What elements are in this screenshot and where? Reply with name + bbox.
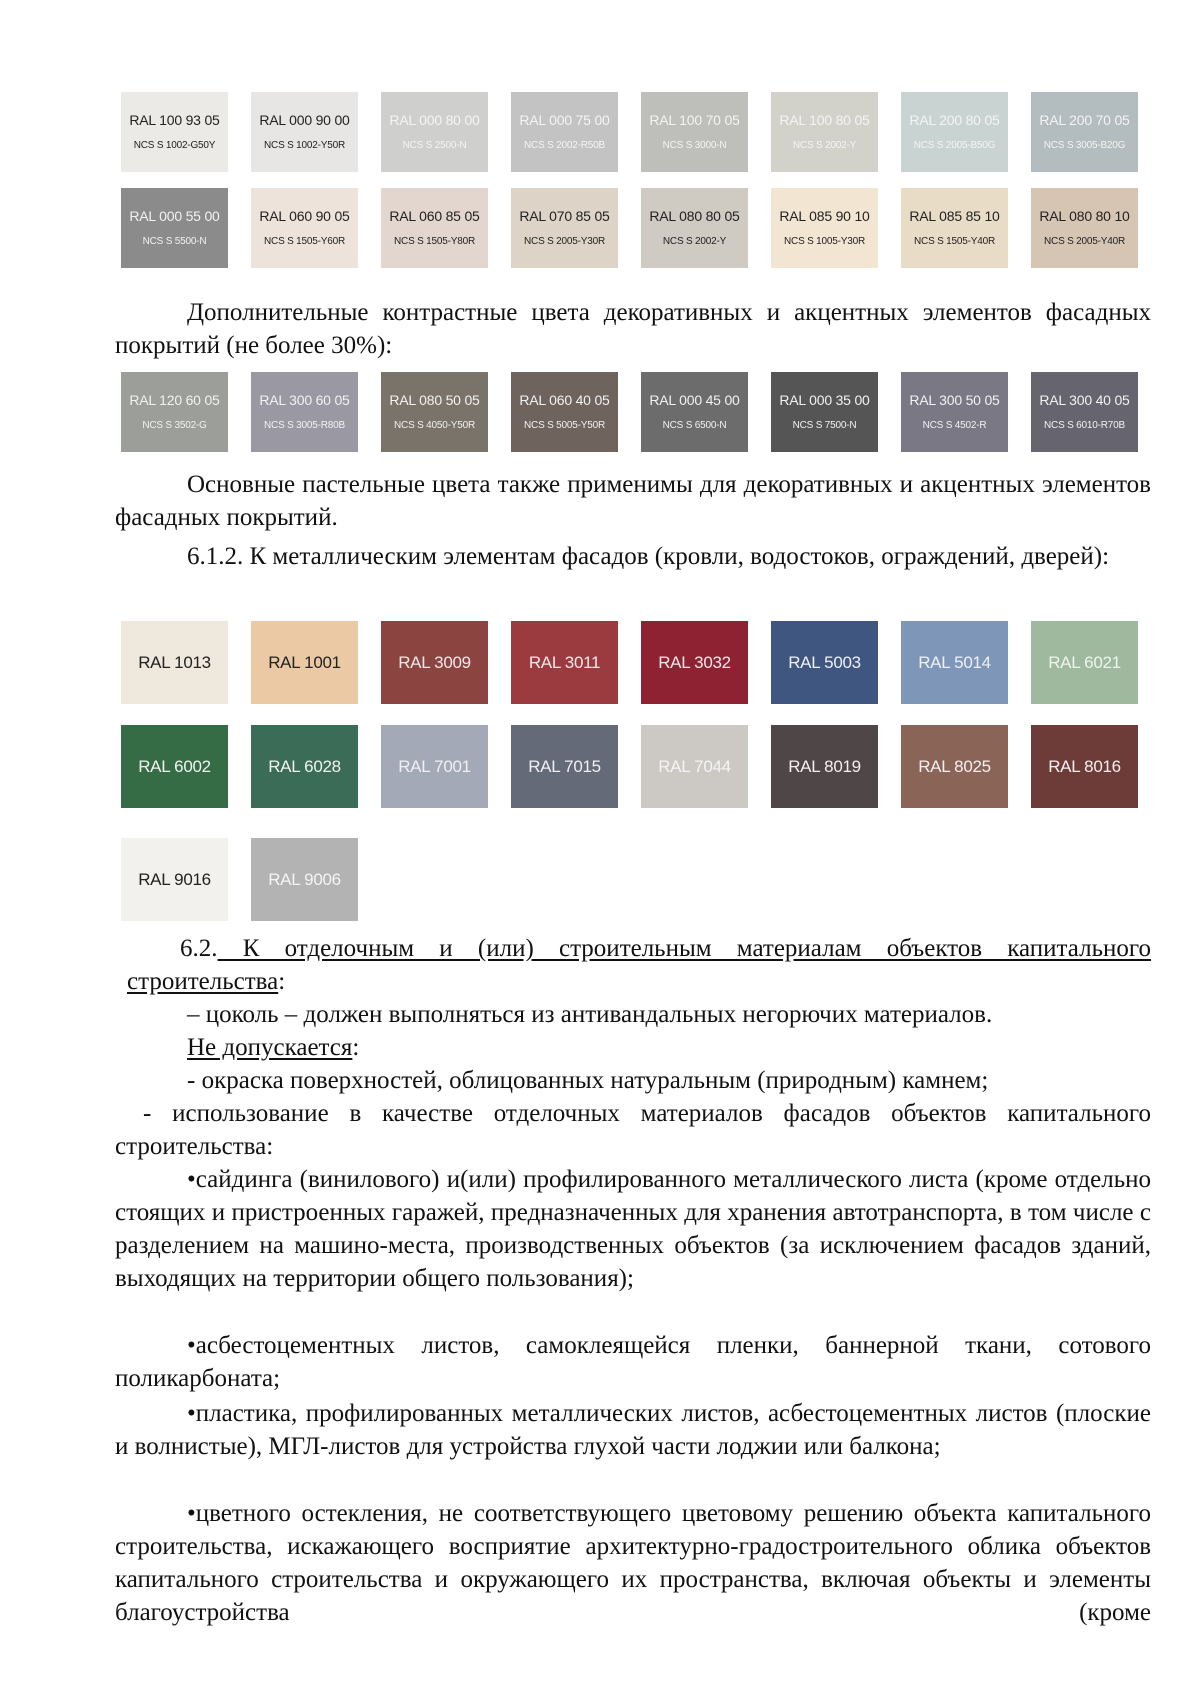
ral-code: RAL 7015 xyxy=(528,756,601,776)
paragraph-not-allowed xyxy=(115,1031,1151,1064)
color-swatch xyxy=(251,838,358,921)
ral-code: RAL 000 90 00 xyxy=(259,112,350,128)
color-swatch xyxy=(901,621,1008,704)
ncs-code: NCS S 6010-R70B xyxy=(1044,420,1125,431)
bullet-plastic: •пластика, профилированных металлических листов, асбестоцементных листов (плоские и волнистые), МГЛ-листов для устройства глухой части лоджии или балкона; xyxy=(115,1400,1151,1460)
color-swatch xyxy=(771,92,878,172)
ral-code: RAL 060 40 05 xyxy=(519,392,610,408)
color-swatch xyxy=(901,92,1008,172)
ral-code: RAL 100 93 05 xyxy=(129,112,220,128)
not-allowed-label: Не допускается xyxy=(187,1034,353,1061)
ral-code: RAL 100 80 05 xyxy=(779,112,870,128)
color-swatch xyxy=(1031,92,1138,172)
paragraph-tsokol: – цоколь – должен выполняться из антивандальных негорючих материалов. xyxy=(187,1001,993,1028)
ral-code: RAL 200 80 05 xyxy=(909,112,1000,128)
swatch-row-metal-3 xyxy=(121,838,1138,921)
color-swatch xyxy=(381,188,488,268)
ncs-code: NCS S 1505-Y60R xyxy=(264,236,345,247)
ncs-code: NCS S 1505-Y40R xyxy=(914,236,995,247)
ral-code: RAL 300 60 05 xyxy=(259,392,350,408)
color-swatch xyxy=(121,725,228,808)
ncs-code: NCS S 6500-N xyxy=(662,420,727,431)
color-swatch xyxy=(641,725,748,808)
ral-code: RAL 000 75 00 xyxy=(519,112,610,128)
section-6-2-heading xyxy=(127,932,1151,998)
ncs-code: NCS S 3005-R80B xyxy=(264,420,345,431)
paragraph-stone-painting: - окраска поверхностей, облицованных натуральным (природным) камнем; xyxy=(187,1067,989,1094)
color-swatch xyxy=(251,725,358,808)
ral-code: RAL 3009 xyxy=(398,652,471,672)
ral-code: RAL 9016 xyxy=(138,869,211,889)
ncs-code: NCS S 2005-B50G xyxy=(913,140,996,151)
ncs-code: NCS S 2002-R50B xyxy=(524,140,605,151)
swatch-row-base-1 xyxy=(121,92,1138,172)
ncs-code: NCS S 4050-Y50R xyxy=(394,420,475,431)
ral-code: RAL 100 70 05 xyxy=(649,112,740,128)
ral-code: RAL 9006 xyxy=(268,869,341,889)
ral-code: RAL 085 90 10 xyxy=(779,208,870,224)
ral-code: RAL 060 90 05 xyxy=(259,208,350,224)
ral-code: RAL 080 80 05 xyxy=(649,208,740,224)
color-swatch xyxy=(641,188,748,268)
color-swatch xyxy=(901,725,1008,808)
ncs-code: NCS S 2002-Y xyxy=(792,140,857,151)
ral-code: RAL 8019 xyxy=(788,756,861,776)
ral-code: RAL 6028 xyxy=(268,756,341,776)
ral-code: RAL 000 55 00 xyxy=(129,208,220,224)
color-swatch xyxy=(121,188,228,268)
ral-code: RAL 6021 xyxy=(1048,652,1121,672)
section-6-2-number: 6.2. xyxy=(180,935,218,962)
ncs-code: NCS S 1002-Y50R xyxy=(264,140,345,151)
color-swatch xyxy=(251,188,358,268)
color-swatch xyxy=(251,372,358,452)
color-swatch xyxy=(641,621,748,704)
color-swatch xyxy=(511,372,618,452)
color-swatch xyxy=(381,621,488,704)
ral-code: RAL 5003 xyxy=(788,652,861,672)
swatch-row-metal-2 xyxy=(121,725,1138,808)
color-swatch xyxy=(771,372,878,452)
ral-code: RAL 1013 xyxy=(138,652,211,672)
bullet-siding: •сайдинга (винилового) и(или) профилированного металлического листа (кроме отдельно стоящих и пристроенных гаражей, предназначенных для хранения автотранспорта, в том числе с разделением на машино-места, производственных объектов (за исключением фасадов зданий, выходящих на территории общего пользования); xyxy=(115,1166,1151,1292)
color-swatch xyxy=(121,621,228,704)
ral-code: RAL 7044 xyxy=(658,756,731,776)
ncs-code: NCS S 2500-N xyxy=(402,140,467,151)
ral-code: RAL 300 40 05 xyxy=(1039,392,1130,408)
ral-code: RAL 200 70 05 xyxy=(1039,112,1130,128)
ncs-code: NCS S 7500-N xyxy=(792,420,857,431)
color-swatch xyxy=(1031,725,1138,808)
ncs-code: NCS S 3502-G xyxy=(142,420,207,431)
bullet-asbestos: •асбестоцементных листов, самоклеящейся пленки, баннерной ткани, сотового поликарбоната; xyxy=(115,1332,1151,1392)
swatch-row-contrast xyxy=(121,372,1138,452)
ral-code: RAL 7001 xyxy=(398,756,471,776)
ral-code: RAL 120 60 05 xyxy=(129,392,220,408)
color-swatch xyxy=(641,372,748,452)
ncs-code: NCS S 2005-Y30R xyxy=(524,236,605,247)
ral-code: RAL 8025 xyxy=(918,756,991,776)
color-swatch xyxy=(381,372,488,452)
color-swatch xyxy=(901,372,1008,452)
section-6-2-title: К отделочным и (или) строительным материалам объектов капитального строительства xyxy=(127,935,1151,995)
not-allowed-colon: : xyxy=(352,1034,360,1061)
ncs-code: NCS S 4502-R xyxy=(922,420,987,431)
color-swatch xyxy=(381,92,488,172)
ral-code: RAL 085 85 10 xyxy=(909,208,1000,224)
ral-code: RAL 5014 xyxy=(918,652,991,672)
paragraph-finishing-materials: - использование в качестве отделочных материалов фасадов объектов капитального строительства: xyxy=(115,1100,1151,1160)
ral-code: RAL 8016 xyxy=(1048,756,1121,776)
ncs-code: NCS S 1002-G50Y xyxy=(133,140,216,151)
ral-code: RAL 080 80 10 xyxy=(1039,208,1130,224)
color-swatch xyxy=(1031,188,1138,268)
ral-code: RAL 6002 xyxy=(138,756,211,776)
color-swatch xyxy=(251,92,358,172)
color-swatch xyxy=(641,92,748,172)
ral-code: RAL 1001 xyxy=(268,652,341,672)
ncs-code: NCS S 5005-Y50R xyxy=(524,420,605,431)
color-swatch xyxy=(1031,621,1138,704)
color-swatch xyxy=(901,188,1008,268)
color-swatch xyxy=(771,621,878,704)
ncs-code: NCS S 3005-B20G xyxy=(1043,140,1126,151)
ral-code: RAL 060 85 05 xyxy=(389,208,480,224)
swatch-row-base-2 xyxy=(121,188,1138,268)
ncs-code: NCS S 2002-Y xyxy=(662,236,727,247)
bullet-colored-glazing: •цветного остекления, не соответствующего цветовому решению объекта капитального строительства, искажающего восприятие архитектурно-градостроительного облика объектов капитального строительства и окружающего их пространства, включая объекты и элементы благоустройства (кроме xyxy=(115,1500,1151,1626)
swatch-row-metal-1 xyxy=(121,621,1138,704)
ral-code: RAL 3032 xyxy=(658,652,731,672)
color-swatch xyxy=(121,92,228,172)
color-swatch xyxy=(771,725,878,808)
section-6-2-colon: : xyxy=(278,968,286,995)
color-swatch xyxy=(251,621,358,704)
ncs-code: NCS S 5500-N xyxy=(142,236,207,247)
paragraph-pastel-colors: Основные пастельные цвета также применимы для декоративных и акцентных элементов фасадных покрытий. xyxy=(115,471,1151,531)
color-swatch xyxy=(511,621,618,704)
ral-code: RAL 300 50 05 xyxy=(909,392,1000,408)
color-swatch xyxy=(121,838,228,921)
color-swatch xyxy=(511,92,618,172)
paragraph-metal-elements: 6.1.2. К металлическим элементам фасадов (кровли, водостоков, ограждений, дверей): xyxy=(187,543,1110,570)
ncs-code: NCS S 1005-Y30R xyxy=(784,236,865,247)
color-swatch xyxy=(771,188,878,268)
ncs-code: NCS S 2005-Y40R xyxy=(1044,236,1125,247)
ncs-code: NCS S 1505-Y80R xyxy=(394,236,475,247)
color-swatch xyxy=(511,725,618,808)
ral-code: RAL 3011 xyxy=(528,652,601,672)
ncs-code: NCS S 3000-N xyxy=(662,140,727,151)
color-swatch xyxy=(1031,372,1138,452)
ral-code: RAL 000 45 00 xyxy=(649,392,740,408)
ral-code: RAL 070 85 05 xyxy=(519,208,610,224)
ral-code: RAL 080 50 05 xyxy=(389,392,480,408)
color-swatch xyxy=(121,372,228,452)
paragraph-contrast-colors: Дополнительные контрастные цвета декоративных и акцентных элементов фасадных покрытий (не более 30%): xyxy=(115,299,1151,359)
ral-code: RAL 000 35 00 xyxy=(779,392,870,408)
color-swatch xyxy=(381,725,488,808)
color-swatch xyxy=(511,188,618,268)
ral-code: RAL 000 80 00 xyxy=(389,112,480,128)
